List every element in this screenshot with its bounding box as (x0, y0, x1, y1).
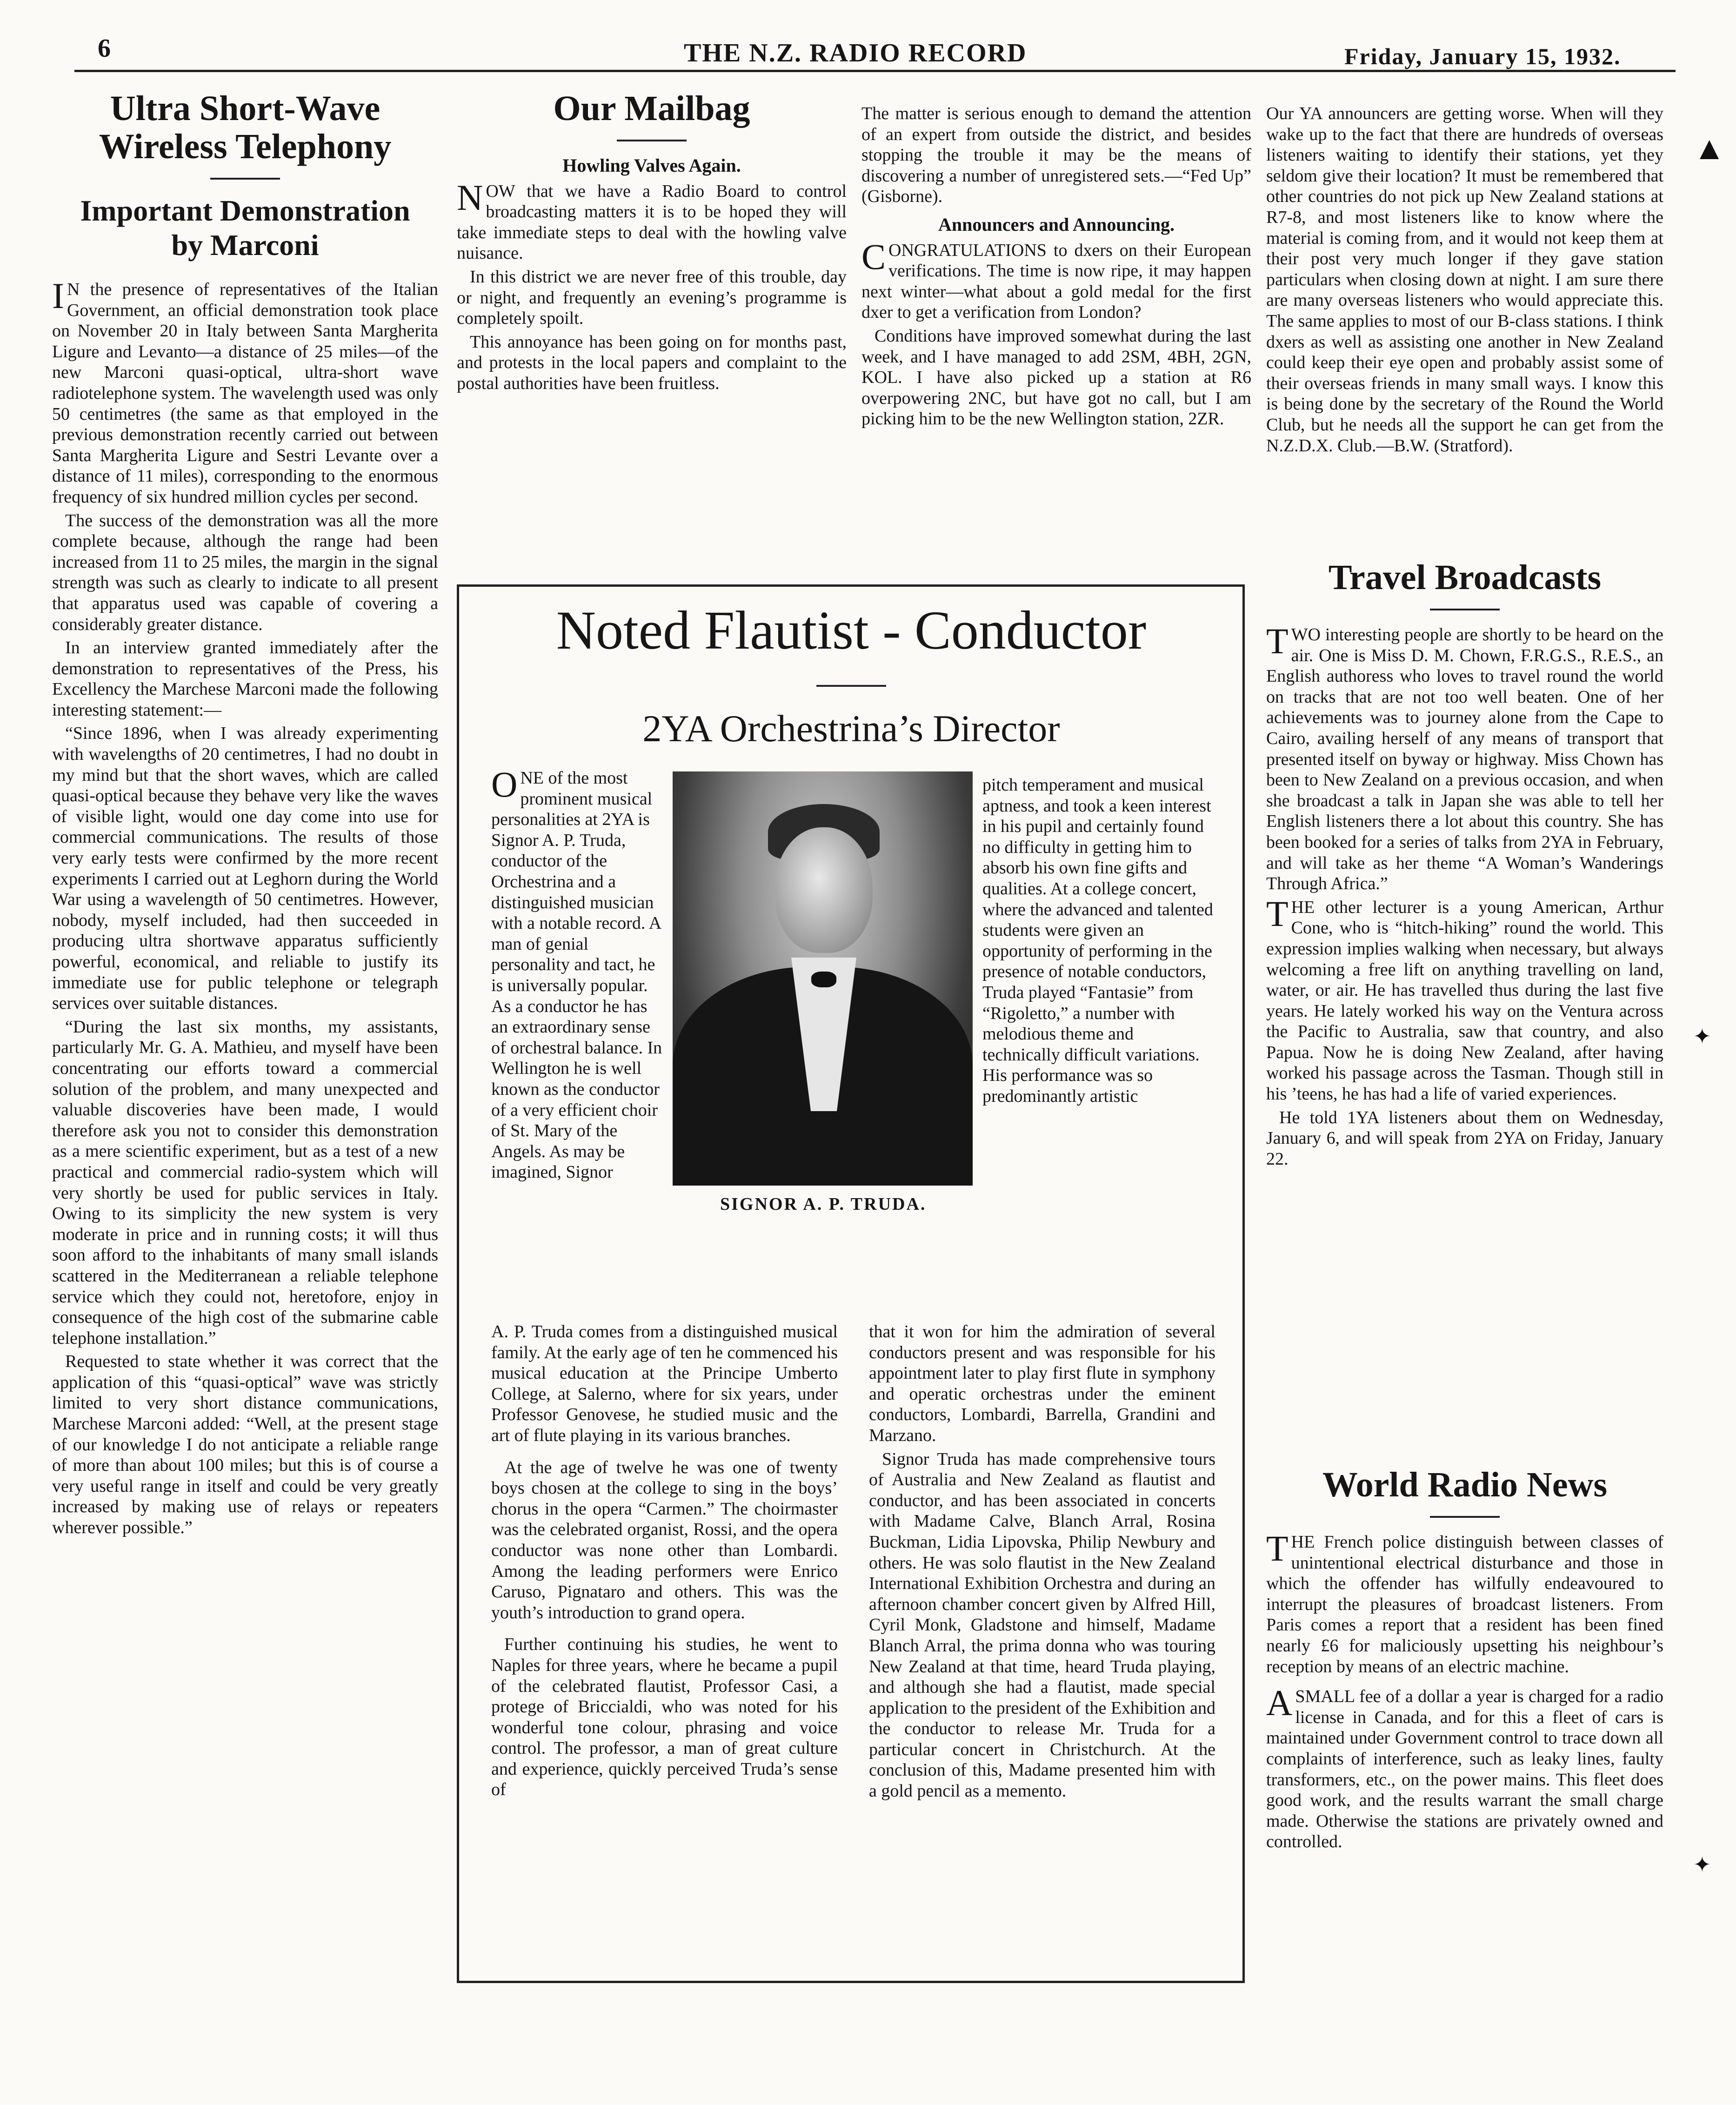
title-rule (816, 685, 886, 687)
masthead-rule (74, 70, 1676, 72)
title-rule (210, 178, 280, 180)
margin-mark: ✦ (1693, 1025, 1711, 1048)
world-radio-paragraph: ASMALL fee of a dollar a year is charged for a radio license in Canada, and for this a fleet of cars is maintained under Government control to trace down all complaints of interference, such as leaky lines, faulty transformers, etc., on the power mains. This fleet does good work, and the results warrant the small charge made. Otherwise the stations are privately owned and controlled. (1266, 1683, 1663, 1852)
travel-paragraph: He told 1YA listeners about them on Wednesday, January 6, and will speak from 2YA on Friday, January 22. (1266, 1107, 1663, 1169)
ultra-subtitle-line2: by Marconi (171, 228, 319, 261)
mailbag-title: Our Mailbag (553, 89, 750, 128)
ultra-paragraph: In an interview granted immediately after the demonstration to representatives of the Press, his Excellency the Marchese Marconi made the following interesting statement:— (52, 638, 438, 720)
flautist-column-1: A. P. Truda comes from a distinguished musical family. At the early age of ten he commenced his musical education at the Principe Umberto College, at Salerno, where for six years, under Professor Genovese, he studied music and the art of flute playing in its various branches. At the age of twelve he was one of twenty boys chosen at the college to sing in the boys’ chorus in the opera “Carmen.” The choirmaster was the celebrated organist, Rossi, and the opera conductor was none other than Lombardi. Among the leading performers were Enrico Caruso, Pignataro and others. This was the youth’s introduction to grand opera. Further continuing his studies, he went to Naples for three years, where he became a pupil of the celebrated flautist, Professor Casi, a protege of Briccialdi, who was noted for his wonderful tone colour, phrasing and voice control. The professor, a man of great culture and experience, quickly perceived Truda’s sense of (491, 1322, 838, 1800)
ultra-subtitle-line1: Important Demonstration (80, 194, 410, 227)
letter1-paragraph: NOW that we have a Radio Board to control broadcasting matters it is to be hoped they will take immediate steps to deal with the howling valve nuisance. (457, 177, 847, 263)
flautist-right-text: pitch temperament and musical aptness, and took a keen interest in his pupil and certainly found no difficulty in getting him to absorb his own fine gifts and qualities. At a college concert, where the advanced and talented students were given an opportunity of performing in the presence of notable conductors, Truda played “Fantasie” from “Rigoletto,” a number with melodious theme and technically difficult variations. His performance was so predominantly artistic (982, 775, 1213, 1106)
title-rule (1430, 1516, 1500, 1518)
publication-title: THE N.Z. RADIO RECORD (684, 39, 1027, 67)
mailbag-column-3 (1266, 103, 1663, 459)
letter1-paragraph: This annoyance has been going on for months past, and protests in the local papers and complaint to the postal authorities have been fruitless. (457, 332, 847, 393)
letter1-paragraph: The matter is serious enough to demand the attention of an expert from outside the district, and besides stopping the trouble it may be the means of discovering a number of unregistered sets.—“Fed Up” (Gisborne). (861, 104, 1251, 207)
ultra-paragraph: IN the presence of representatives of the Italian Government, an official demonstration took place on November 20 in Italy between Santa Margherita Ligure and Levanto—a distance of 25 miles—of the new Marconi quasi-optical, ultra-short wave radiotelephone system. The wavelength used was only 50 centimetres (the same as that employed in the previous demonstration recently carried out between Santa Margherita Ligure and Sestri Levante over a distance of 11 miles), corresponding to the enormous frequency of six hundred million cycles per second. (52, 275, 438, 507)
ultra-title-line2: Wireless Telephony (99, 127, 392, 166)
page-number: 6 (98, 34, 112, 63)
letter2-paragraph: Conditions have improved somewhat during the last week, and I have managed to add 2SM, 4BH, 2GN, KOL. I have also picked up a station at R6 overpowering 2NC, but have got no call, but I am picking him to be the new Wellington station, 2ZR. (861, 326, 1251, 429)
issue-date: Friday, January 15, 1932. (1344, 43, 1621, 69)
photo-caption: SIGNOR A. P. TRUDA. (720, 1194, 927, 1214)
travel-paragraph: TWO interesting people are shortly to be heard on the air. One is Miss D. M. Chown, F.R.G.S., R.E.S., an English authoress who loves to travel round the world on tracks that are not too well beaten. One of her achievements was to journey alone from the Cape to Cairo, availing herself of any means of transport that presented itself on byway or highway. Miss Chown has been to New Zealand on a previous occasion, and when she broadcast a talk in Japan she was able to tell her English listeners there a lot about this country. She has been booked for a series of talks from 2YA in February, and will take as her theme “A Woman’s Wanderings Through Africa.” (1266, 621, 1663, 894)
title-rule (617, 140, 687, 141)
letter2-paragraph: Our YA announcers are getting worse. When will they wake up to the fact that there are hundreds of overseas listeners waiting to identify their stations, yet they seldom give their location? It must be remembered that other countries do not pick up New Zealand stations at R7-8, and most listeners like to know where the material is coming from, and it would not keep them at their post very much longer if they gave station particulars when closing down at night. I am sure there are many overseas listeners who would appreciate this. The same applies to most of our B-class stations. I think dxers as well as assisting one another in New Zealand could keep their eye open and probably assist some of their overseas friends in many small ways. I know this is being done by the secretary of the Round the World Club, but he needs all the support he can get from the N.Z.D.X. Club.—B.W. (Stratford). (1266, 104, 1663, 456)
flautist-subtitle: 2YA Orchestrina’s Director (642, 707, 1060, 750)
margin-mark: ▲ (1693, 131, 1726, 167)
world-radio-title: World Radio News (1322, 1465, 1608, 1504)
flautist-column-2: that it won for him the admiration of several conductors present and was responsible for his appointment later to play first flute in symphony and operatic orchestras under the eminent conductors, Lombardi, Barrella, Grandini and Marzano. Signor Truda has made comprehensive tours of Australia and New Zealand as flautist and conductor, and has been associated in concerts with Madame Calve, Blanch Arral, Rosina Buckman, Lidia Lipovska, Philip Newbury and others. He was solo flautist in the New Zealand International Exhibition Orchestra and during an afternoon chamber concert given by Alfred Hill, Cyril Monk, Gladstone and himself, Madame Blanch Arral, the prima donna who was touring New Zealand at that time, heard Truda playing, and although she had a flautist, made special application to the president of the Exhibition and the conductor to release Mr. Truda for a particular concert in Christchurch. At the conclusion of this, Madame presented him with a gold pencil as a memento. (869, 1322, 1215, 1801)
travel-paragraph: THE other lecturer is a young American, Arthur Cone, who is “hitch-hiking” round the world. This expression implies walking when necessary, but always welcoming a free lift on anything travelling on land, water, or air. He has travelled thus during the last five years. He lately worked his way on the Ventura across the Pacific to Australia, saw that country, and also Papua. Now he is doing New Zealand, after having worked his passage across the Tasman. Though still in his ’teens, he has had a life of varied experiences. (1266, 893, 1663, 1104)
letter2-paragraph: CONGRATULATIONS to dxers on their European verifications. The time is now ripe, it may happen next winter—what about a gold medal for the first dxer to get a verification from London? (861, 236, 1251, 322)
letter1-paragraph: In this district we are never free of this trouble, day or night, and frequently an evening’s programme is completely spoilt. (457, 267, 847, 328)
travel-article (1266, 558, 1663, 1172)
title-rule (1430, 609, 1500, 610)
letter2-heading: Announcers and Announcing. (938, 214, 1175, 235)
world-radio-article (1266, 1466, 1663, 1855)
flautist-title: Noted Flautist - Conductor (556, 600, 1147, 661)
flautist-left-text: ONE of the most prominent musical personalities at 2YA is Signor A. P. Truda, conductor of the Orchestrina and a distinguished musician with a notable record. A man of genial personality and tact, he is universally popular. As a conductor he has an extraordinary sense of orchestral balance. In Wellington he is well known as the conductor of a very efficient choir of St. Mary of the Angels. As may be imagined, Signor (491, 764, 662, 1182)
ultra-paragraph: “Since 1896, when I was already experimenting with wavelengths of 20 centimetres, I had no doubt in my mind but that the short waves, which are called quasi-optical because they behave very like the waves of visible light, would one day come into use for commercial communications. The results of those very early tests were confirmed by the more recent experiments I carried out at Leghorn during the World War using a wavelength of 50 centimetres. However, nobody, myself included, had then succeeded in producing ultra shortwave apparatus sufficiently powerful, economical, and reliable to justify its immediate use for public telephone or telegraph services over suitable distances. (52, 724, 438, 1013)
ultra-paragraph: Requested to state whether it was correct that the application of this “quasi-optical” wave was strictly limited to very short distance communications, Marchese Marconi added: “Well, at the present stage of our knowledge I do not anticipate a reliable range of more than about 100 miles; but this is of course a very useful range in itself and could be very greatly increased by making use of relays or repeaters wherever possible.” (52, 1352, 438, 1538)
margin-mark: ✦ (1693, 1853, 1711, 1877)
truda-portrait (673, 771, 973, 1186)
mailbag-column (457, 89, 847, 397)
letter1-heading: Howling Valves Again. (562, 155, 741, 176)
mailbag-column-2 (861, 103, 1251, 432)
ultra-paragraph: The success of the demonstration was all the more complete because, although the range had been increased from 11 to 25 miles, the margin in the signal strength was such as clearly to indicate to all present that apparatus used was capable of covering a considerably greater distance. (52, 510, 438, 634)
world-radio-paragraph: THE French police distinguish between classes of unintentional electrical disturbance and those in which the offender has wilfully endeavoured to interrupt the pleasures of broadcast listeners. From Paris comes a report that a resident has been fined nearly £6 for maliciously upsetting his neighbour’s reception by means of an electric machine. (1266, 1528, 1663, 1676)
travel-title: Travel Broadcasts (1328, 558, 1602, 597)
ultra-paragraph: “During the last six months, my assistants, particularly Mr. G. A. Mathieu, and myself have been concentrating our efforts toward a commercial solution of the problem, and many unexpected and valuable discoveries have been made, I would therefore ask you not to consider this demonstration as a mere scientific experiment, but as a test of a new practical and commercial radio-system which will very shortly be used for public services in Italy. Owing to its simplicity the new system is very moderate in price and in running costs; it will thus soon afford to the inhabitants of many small islands scattered in the Mediterranean a reliable telephone service which they could not, heretofore, enjoy in consequence of the high cost of the submarine cable telephone installation.” (52, 1017, 438, 1348)
ultra-title-line1: Ultra Short-Wave (110, 89, 381, 128)
ultra-article (52, 89, 438, 1541)
